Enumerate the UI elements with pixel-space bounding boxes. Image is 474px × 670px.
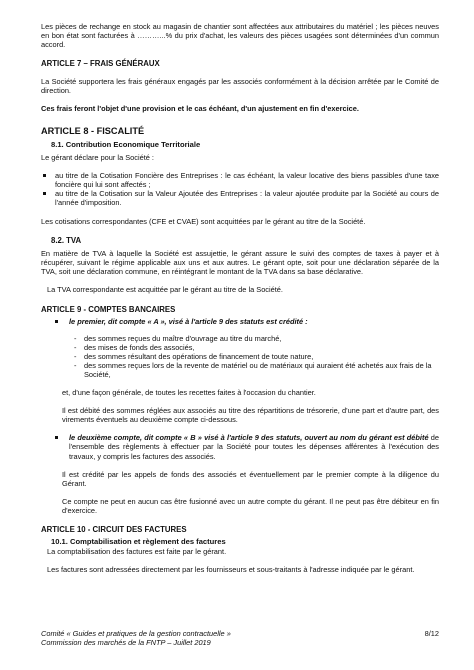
account-a-title: le premier, dit compte « A », visé à l'article 9 des statuts est crédité : (51, 317, 439, 326)
article-10-1-paragraph-1: La comptabilisation des factures est faite par le gérant. (47, 547, 227, 556)
footer-line-2: Commission des marchés de la FNTP – Juillet 2019 (41, 638, 211, 648)
article-8-2-paragraph-2: La TVA correspondante est acquittée par le gérant au titre de la Société. (47, 285, 283, 295)
document-page (41, 22, 439, 574)
article-9-title: ARTICLE 9 - COMPTES BANCAIRES (41, 304, 176, 314)
account-b-title: le deuxième compte, dit compte « B » visé à l'article 9 des statuts, ouvert au nom du gérant est débité (69, 433, 429, 443)
list-item: - des sommes reçues lors de la revente de matériel ou de matériaux qui auraient été achetés aux frais de la Société, (74, 361, 439, 379)
account-b-rest: de l'ensemble des règlements à effectuer par la Société pour toutes les dépenses afférentes à l'exécution des travaux, y compris les factures des associés. (69, 433, 439, 461)
article-8-1-outro: Les cotisations correspondantes (CFE et CVAE) sont acquittées par le gérant au titre de la Société. (41, 217, 366, 227)
list-item: - des mises de fonds des associés, (74, 343, 439, 352)
article-8-1-list (41, 171, 439, 207)
article-7-title: ARTICLE 7 – FRAIS GÉNÉRAUX (41, 59, 160, 69)
article-8-title: ARTICLE 8 - FISCALITÉ (41, 125, 145, 136)
list-item: au titre de la Cotisation sur la Valeur Ajoutée des Entreprises : la valeur ajoutée produite par la Société au cours de l'année d'imposition. (41, 189, 439, 207)
page-number: 8/12 (424, 629, 439, 638)
article-10-1-title: 10.1. Comptabilisation et règlement des factures (51, 537, 226, 546)
list-item: - des sommes résultant des opérations de financement de toute nature, (74, 352, 439, 361)
account-a-paragraph-1: et, d'une façon générale, de toutes les recettes faites à l'occasion du chantier. (62, 388, 316, 398)
list-item: au titre de la Cotisation Foncière des Entreprises : le cas échéant, la valeur locative des biens passibles d'une taxe foncière qui lui sont affectés ; (41, 171, 439, 189)
account-a-list (41, 334, 439, 379)
article-10-title: ARTICLE 10 - CIRCUIT DES FACTURES (41, 525, 187, 534)
article-8-1-intro: Le gérant déclare pour la Société : (41, 152, 154, 162)
article-8-2-paragraph-1: En matière de TVA à laquelle la Société est assujettie, le gérant assure le suivi des comptes de taxes à payer et à récupérer, suivant le régime applicable aux uns et aux autres. Le gérant opte, soit pour une déclaration séparée de la TVA, soit une déclaration commune, en réintégrant le montant de la TVA dans sa base déclarative. (41, 249, 439, 277)
account-b-paragraph (51, 433, 439, 460)
article-8-2-title: 8.2. TVA (51, 236, 82, 246)
article-8-1-title: 8.1. Contribution Economique Territoriale (51, 139, 201, 149)
article-7-paragraph-2: Ces frais feront l'objet d'une provision et le cas échéant, d'un ajustement en fin d'exercice. (41, 104, 359, 114)
article-7-paragraph-1: La Société supportera les frais généraux engagés par les associés conformément à la décision arrêtée par le Comité de direction. (41, 77, 439, 96)
intro-paragraph: Les pièces de rechange en stock au magasin de chantier sont affectées aux attributaires du matériel ; les pièces neuves en bon état sont facturées à ………...% du prix d'achat, les valeurs des pièces usagées sont déterminées d'un commun accord. (41, 22, 439, 50)
page-footer (41, 629, 439, 647)
account-b-paragraph-2: Ce compte ne peut en aucun cas être fusionné avec un autre compte du gérant. Il ne peut pas être débiteur en fin d'exercice. (62, 496, 439, 515)
footer-line-1: Comité « Guides et pratiques de la gestion contractuelle » (41, 629, 231, 638)
article-10-1-paragraph-2: Les factures sont adressées directement par les fournisseurs et sous-traitants à l'adresse indiquée par le gérant. (47, 565, 415, 575)
list-item: - des sommes reçues du maître d'ouvrage au titre du marché, (74, 334, 439, 343)
account-b-paragraph-1: Il est crédité par les appels de fonds des associés et éventuellement par le premier compte à la diligence du Gérant. (62, 469, 439, 488)
account-a-paragraph-2: Il est débité des sommes réglées aux associés au titre des répartitions de trésorerie, d'une part et d'autre part, des virements éventuels au deuxième compte ci-dessous. (62, 406, 439, 425)
